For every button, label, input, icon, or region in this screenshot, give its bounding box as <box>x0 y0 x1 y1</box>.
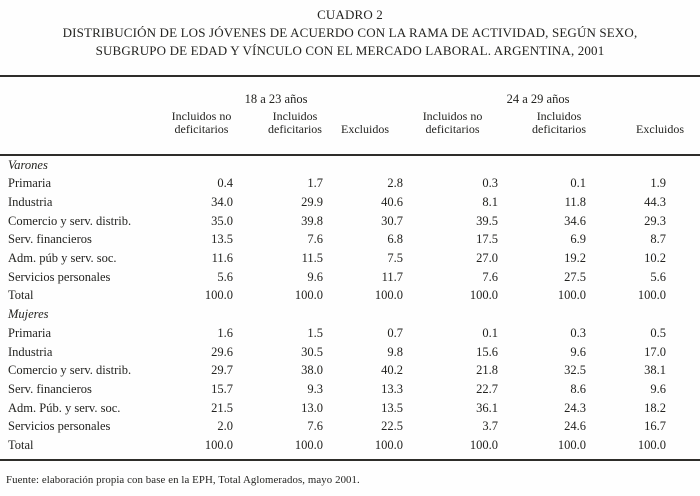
value-cell: 34.6 <box>564 213 587 228</box>
value-cell: 29.6 <box>211 344 233 359</box>
value-cell: 39.5 <box>476 213 499 228</box>
activity-distribution-table <box>0 75 700 461</box>
value-cell: 7.6 <box>482 269 499 284</box>
table-row <box>0 193 700 212</box>
section-label-row <box>0 305 700 324</box>
row-label: Serv. financieros <box>8 232 92 247</box>
age-group-header-18-23: 18 a 23 años <box>244 92 308 106</box>
value-cell: 100.0 <box>204 438 233 453</box>
row-label: Primaria <box>8 176 52 191</box>
table-caption-number: CUADRO 2 <box>317 7 383 22</box>
section-label-row <box>0 155 700 175</box>
row-label: Adm. púb y serv. soc. <box>8 251 117 266</box>
value-cell: 1.9 <box>650 176 667 191</box>
value-cell: 9.3 <box>307 381 323 396</box>
value-cell: 44.3 <box>644 194 667 209</box>
value-cell: 3.7 <box>482 419 499 434</box>
value-cell: 13.5 <box>381 400 404 415</box>
row-label: Total <box>8 288 34 303</box>
row-label: Comercio y serv. distrib. <box>8 213 132 228</box>
value-cell: 29.9 <box>301 194 323 209</box>
value-cell: 30.7 <box>381 213 404 228</box>
row-label: Primaria <box>8 325 52 340</box>
value-cell: 34.0 <box>211 194 233 209</box>
value-cell: 11.5 <box>301 251 323 266</box>
table-title-line-1: DISTRIBUCIÓN DE LOS JÓVENES DE ACUERDO CON LA RAMA DE ACTIVIDAD, SEGÚN SEXO, <box>62 25 638 40</box>
value-cell: 100.0 <box>294 438 323 453</box>
row-label: Servicios personales <box>8 269 111 284</box>
value-cell: 7.5 <box>387 251 404 266</box>
value-cell: 6.8 <box>387 232 404 247</box>
col-header-incluidos-deficitarios-2429: Incluidos deficitarios <box>500 110 588 155</box>
value-cell: 0.4 <box>217 176 233 191</box>
row-label: Servicios personales <box>8 419 111 434</box>
section-varones <box>0 155 700 306</box>
value-cell: 36.1 <box>476 400 499 415</box>
value-cell: 15.7 <box>211 381 233 396</box>
table-row <box>0 212 700 231</box>
corner-cell <box>0 110 168 155</box>
column-header-row <box>0 110 700 155</box>
value-cell: 40.6 <box>381 194 404 209</box>
value-cell: 9.6 <box>307 269 323 284</box>
value-cell: 9.6 <box>570 344 587 359</box>
value-cell: 8.7 <box>650 232 667 247</box>
value-cell: 0.3 <box>570 325 587 340</box>
table-row <box>0 417 700 436</box>
row-label: Total <box>8 438 34 453</box>
value-cell: 8.1 <box>482 194 499 209</box>
value-cell: 16.7 <box>644 419 667 434</box>
value-cell: 2.0 <box>217 419 233 434</box>
table-row <box>0 324 700 343</box>
value-cell: 8.6 <box>570 381 587 396</box>
row-label: Industria <box>8 344 53 359</box>
value-cell: 11.8 <box>564 194 587 209</box>
value-cell: 100.0 <box>374 288 404 303</box>
col-header-incluidos-no-deficitarios-1823: Incluidos no deficitarios <box>168 110 235 155</box>
value-cell: 1.5 <box>307 325 323 340</box>
value-cell: 100.0 <box>557 438 587 453</box>
value-cell: 35.0 <box>211 213 233 228</box>
value-cell: 38.1 <box>644 363 667 378</box>
table-header <box>0 76 700 155</box>
table-title-line-2: SUBGRUPO DE EDAD Y VÍNCULO CON EL MERCADO LABORAL. ARGENTINA, 2001 <box>95 43 605 58</box>
row-label: Comercio y serv. distrib. <box>8 363 132 378</box>
value-cell: 21.5 <box>211 400 233 415</box>
table-row <box>0 399 700 418</box>
value-cell: 1.6 <box>217 325 233 340</box>
col-header-excluidos-2429: Excluidos <box>588 110 700 155</box>
table-row <box>0 380 700 399</box>
value-cell: 100.0 <box>557 288 587 303</box>
value-cell: 13.3 <box>381 381 404 396</box>
value-cell: 0.3 <box>482 176 499 191</box>
section-label: Mujeres <box>8 307 49 322</box>
value-cell: 27.5 <box>564 269 587 284</box>
value-cell: 0.5 <box>650 325 667 340</box>
value-cell: 5.6 <box>650 269 667 284</box>
value-cell: 13.0 <box>301 400 323 415</box>
age-group-header-row <box>0 76 700 110</box>
value-cell: 5.6 <box>217 269 233 284</box>
table-row <box>0 249 700 268</box>
col-header-incluidos-no-deficitarios-2429: Incluidos no deficitarios <box>405 110 500 155</box>
col-header-excluidos-1823: Excluidos <box>325 110 405 155</box>
value-cell: 27.0 <box>476 251 499 266</box>
value-cell: 24.6 <box>564 419 587 434</box>
value-cell: 32.5 <box>564 363 587 378</box>
value-cell: 0.1 <box>482 325 499 340</box>
value-cell: 17.5 <box>476 232 499 247</box>
value-cell: 13.5 <box>211 232 233 247</box>
value-cell: 38.0 <box>301 363 323 378</box>
value-cell: 29.7 <box>211 363 233 378</box>
value-cell: 24.3 <box>564 400 587 415</box>
table-row-total <box>0 436 700 460</box>
value-cell: 17.0 <box>644 344 667 359</box>
section-label: Varones <box>8 157 48 172</box>
row-label: Serv. financieros <box>8 381 92 396</box>
value-cell: 9.6 <box>650 381 667 396</box>
value-cell: 30.5 <box>301 344 323 359</box>
value-cell: 7.6 <box>307 232 323 247</box>
value-cell: 21.8 <box>476 363 499 378</box>
value-cell: 100.0 <box>294 288 323 303</box>
source-note: Fuente: elaboración propia con base en la EPH, Total Aglomerados, mayo 2001. <box>6 473 360 486</box>
value-cell: 39.8 <box>301 213 323 228</box>
value-cell: 19.2 <box>564 251 587 266</box>
table-row <box>0 343 700 362</box>
corner-cell <box>0 76 168 110</box>
table-row <box>0 268 700 287</box>
row-label: Adm. Púb. y serv. soc. <box>8 400 121 415</box>
table-row-total <box>0 286 700 305</box>
section-mujeres <box>0 305 700 460</box>
value-cell: 1.7 <box>307 176 323 191</box>
value-cell: 0.7 <box>387 325 404 340</box>
value-cell: 11.6 <box>211 251 233 266</box>
value-cell: 40.2 <box>381 363 404 378</box>
value-cell: 0.1 <box>570 176 587 191</box>
value-cell: 11.7 <box>381 269 404 284</box>
row-label: Industria <box>8 194 53 209</box>
value-cell: 2.8 <box>387 176 404 191</box>
table-caption <box>0 6 700 60</box>
age-group-header-24-29: 24 a 29 años <box>506 92 570 106</box>
value-cell: 100.0 <box>469 288 499 303</box>
value-cell: 15.6 <box>476 344 499 359</box>
value-cell: 100.0 <box>204 288 233 303</box>
table-row <box>0 174 700 193</box>
value-cell: 22.7 <box>476 381 499 396</box>
value-cell: 6.9 <box>570 232 587 247</box>
value-cell: 100.0 <box>374 438 404 453</box>
table-row <box>0 361 700 380</box>
value-cell: 22.5 <box>381 419 404 434</box>
value-cell: 10.2 <box>644 251 667 266</box>
value-cell: 18.2 <box>644 400 667 415</box>
value-cell: 100.0 <box>637 288 667 303</box>
value-cell: 100.0 <box>637 438 667 453</box>
value-cell: 9.8 <box>387 344 404 359</box>
value-cell: 100.0 <box>469 438 499 453</box>
table-row <box>0 230 700 249</box>
value-cell: 29.3 <box>644 213 667 228</box>
col-header-incluidos-deficitarios-1823: Incluidos deficitarios <box>235 110 325 155</box>
value-cell: 7.6 <box>307 419 323 434</box>
